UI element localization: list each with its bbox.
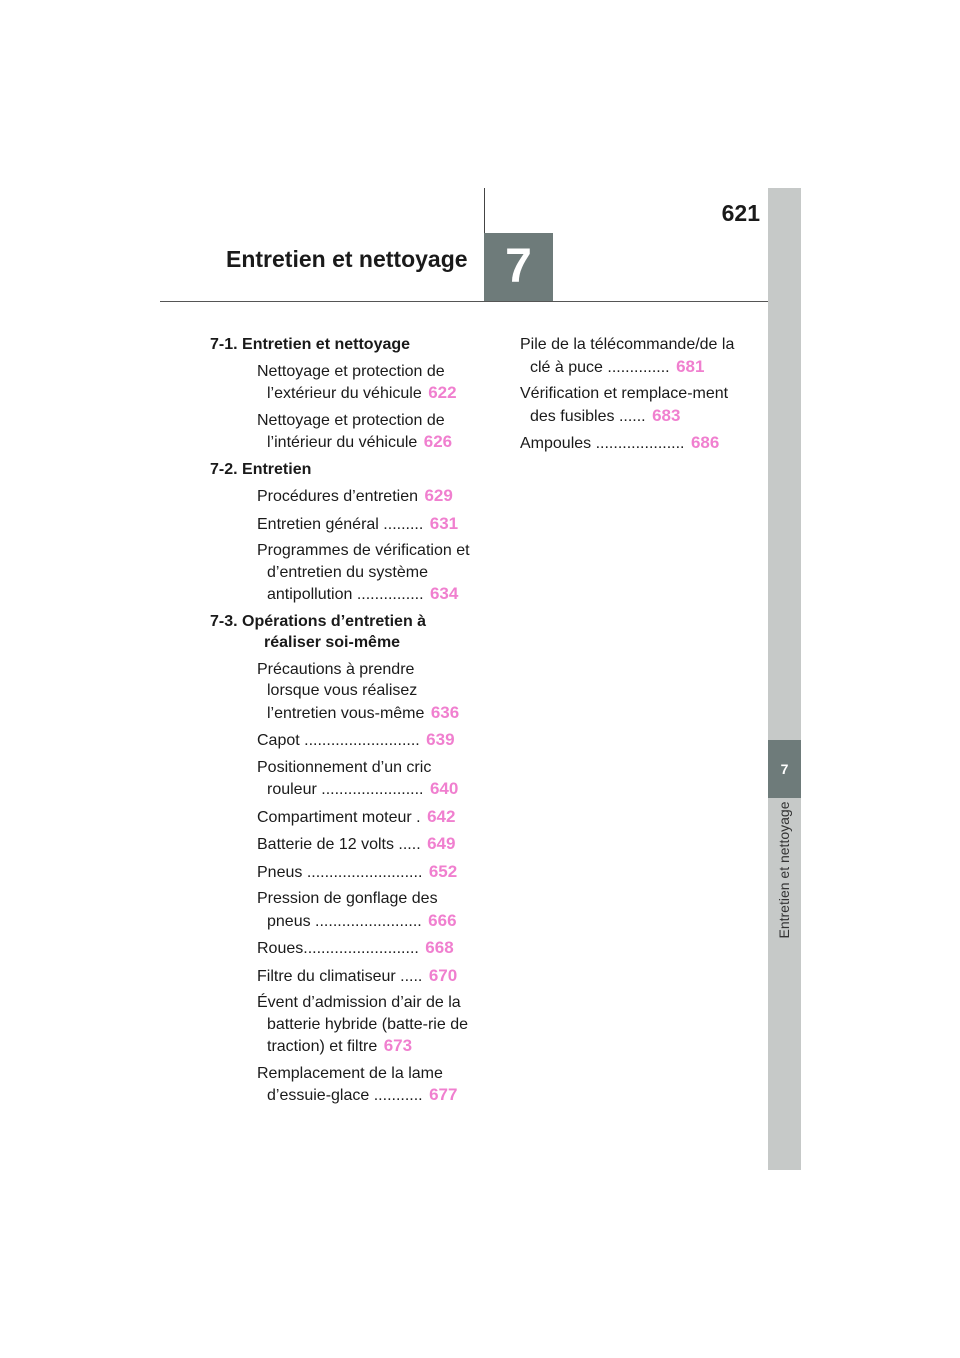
toc-entry-text: Entretien général ......... 631 — [257, 513, 459, 533]
toc-page-link[interactable]: 666 — [428, 910, 457, 930]
toc-page-link[interactable]: 668 — [425, 938, 454, 957]
toc-entry[interactable] — [210, 757, 470, 801]
toc-section-heading: 7-3. Opérations d’entretien à réaliser soi-même — [210, 612, 427, 651]
toc-entry-text: Ampoules .................... 686 — [520, 433, 720, 452]
toc-right-column — [520, 334, 740, 460]
toc-entry-text: Capot .......................... 639 — [257, 730, 455, 749]
toc-entry[interactable] — [210, 965, 470, 988]
toc-entry-text: Pression de gonflage des pneus ........................ 666 — [257, 890, 457, 930]
toc-entry[interactable] — [210, 937, 470, 960]
toc-left-column — [210, 334, 470, 1112]
toc-entry-text: Filtre du climatiseur ..... 670 — [257, 965, 458, 985]
toc-page-link[interactable]: 626 — [423, 432, 453, 451]
toc-entry[interactable] — [210, 513, 470, 536]
toc-page-link[interactable]: 681 — [676, 356, 705, 376]
toc-entry[interactable] — [210, 806, 470, 829]
toc-entry[interactable] — [210, 729, 470, 752]
toc-entry[interactable] — [520, 383, 740, 427]
toc-page-link[interactable]: 629 — [424, 486, 453, 505]
toc-page-link[interactable]: 634 — [429, 584, 459, 603]
toc-entry-text: Programmes de vérification et d’entretien du système antipollution ............... 634 — [257, 542, 470, 603]
toc-entry[interactable] — [210, 833, 470, 856]
side-chapter-label: Entretien et nettoyage — [776, 801, 792, 939]
toc-page-link[interactable]: 636 — [430, 702, 460, 722]
page-number: 621 — [721, 200, 760, 226]
toc-entry[interactable] — [210, 540, 470, 606]
toc-page-link[interactable]: 652 — [428, 861, 458, 881]
toc-entry-text: Procédures d’entretien 629 — [257, 486, 453, 505]
toc-section-heading: 7-1. Entretien et nettoyage — [210, 336, 411, 353]
toc-entry-text: Évent d’admission d’air de la batterie hybride (batte-rie de traction) et filtre 673 — [257, 994, 468, 1055]
toc-page-link[interactable]: 683 — [652, 405, 681, 425]
toc-entry-text: Roues.......................... 668 — [257, 938, 454, 957]
toc-entry[interactable] — [210, 992, 470, 1058]
toc-page-link[interactable]: 640 — [429, 779, 459, 798]
toc-page-link[interactable]: 670 — [428, 965, 458, 985]
toc-page-link[interactable]: 622 — [428, 383, 457, 402]
toc-page-link[interactable]: 642 — [427, 806, 456, 826]
toc-entry-text: Nettoyage et protection de l’intérieur du véhicule 626 — [257, 411, 453, 451]
toc-entry-text: Compartiment moteur . 642 — [257, 806, 456, 826]
toc-entry[interactable] — [520, 432, 740, 455]
toc-page-link[interactable]: 686 — [690, 433, 720, 452]
toc-entry-text: Batterie de 12 volts ..... 649 — [257, 834, 456, 853]
side-thumb-strip — [768, 188, 801, 1170]
toc-entry[interactable] — [520, 334, 740, 378]
chapter-title: Entretien et nettoyage — [226, 246, 468, 272]
toc-page-link[interactable]: 631 — [429, 513, 459, 533]
toc-page-link[interactable]: 673 — [383, 1036, 413, 1055]
toc-entry-text: Vérification et remplace-ment des fusibles ...... 683 — [520, 385, 729, 425]
toc-entry[interactable] — [210, 1063, 470, 1107]
chapter-number-box: 7 — [484, 233, 553, 301]
toc-entry[interactable] — [210, 485, 470, 508]
toc-entry-text: Pile de la télécommande/de la clé à puce .............. 681 — [520, 336, 735, 376]
toc-entry[interactable] — [210, 888, 470, 932]
toc-page-link[interactable]: 649 — [427, 834, 456, 853]
toc-entry[interactable] — [210, 659, 470, 725]
header-horizontal-rule — [160, 301, 768, 302]
toc-entry[interactable] — [210, 361, 470, 405]
toc-entry[interactable] — [210, 410, 470, 454]
side-chapter-tab[interactable]: 7 — [768, 740, 801, 798]
toc-entry[interactable] — [210, 861, 470, 884]
toc-page-link[interactable]: 677 — [429, 1085, 458, 1104]
toc-entry-text: Précautions à prendre lorsque vous réalisez l’entretien vous-même 636 — [257, 660, 460, 722]
toc-entry-text: Nettoyage et protection de l’extérieur du véhicule 622 — [257, 362, 457, 402]
toc-entry-text: Positionnement d’un cric rouleur ....................... 640 — [257, 758, 459, 798]
toc-page-link[interactable]: 639 — [426, 730, 455, 749]
toc-section-heading: 7-2. Entretien — [210, 460, 312, 478]
header-vertical-rule — [484, 188, 485, 234]
toc-entry-text: Pneus .......................... 652 — [257, 861, 458, 881]
toc-entry-text: Remplacement de la lame d’essuie-glace ........... 677 — [257, 1064, 458, 1104]
